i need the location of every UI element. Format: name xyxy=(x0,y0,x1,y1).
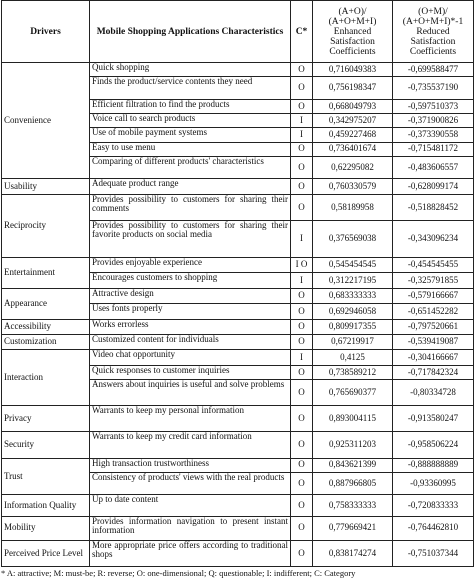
driver-cell: Customization xyxy=(2,335,90,350)
category-cell: O xyxy=(291,77,313,100)
enhanced-coefficient-cell: 0,62295082 xyxy=(313,156,393,179)
characteristic-cell: Attractive design xyxy=(90,288,291,303)
footnote: * A: attractive; M: must-be; R: reverse; O: one-dimensional; Q: questionable; I: indifferent; C: Category xyxy=(1,568,356,578)
category-cell: I xyxy=(291,220,313,257)
reduced-coefficient-cell: -0,764462810 xyxy=(393,516,474,540)
characteristic-cell: Voice call to search products xyxy=(90,114,291,128)
table-row xyxy=(2,288,474,303)
enhanced-coefficient-cell: 0,67219917 xyxy=(313,335,393,350)
driver-cell: Privacy xyxy=(2,406,90,432)
enhanced-coefficient-cell: 0,58189958 xyxy=(313,194,393,220)
table-row xyxy=(2,432,474,458)
enhanced-coefficient-cell: 0,838174274 xyxy=(313,540,393,566)
driver-cell: Reciprocity xyxy=(2,194,90,257)
reduced-coefficient-cell: -0,797520661 xyxy=(393,319,474,334)
reduced-coefficient-cell: -0,628099174 xyxy=(393,179,474,194)
header-drivers: Drivers xyxy=(2,1,90,63)
characteristic-cell: Customized content for individuals xyxy=(90,335,291,350)
driver-cell: Perceived Price Level xyxy=(2,540,90,566)
characteristic-cell: Easy to use menu xyxy=(90,142,291,156)
enhanced-coefficient-cell: 0,683333333 xyxy=(313,288,393,303)
category-cell: O xyxy=(291,179,313,194)
reduced-coefficient-cell: -0,735537190 xyxy=(393,77,474,100)
table-row xyxy=(2,63,474,77)
category-cell: O xyxy=(291,516,313,540)
table-row xyxy=(2,350,474,365)
driver-cell: Appearance xyxy=(2,288,90,319)
header-row xyxy=(2,1,474,63)
characteristic-cell: Up to date content xyxy=(90,495,291,516)
table-row xyxy=(2,516,474,540)
enhanced-coefficient-cell: 0,4125 xyxy=(313,350,393,365)
enhanced-coefficient-cell: 0,843621399 xyxy=(313,458,393,472)
reduced-coefficient-cell: -0,343096234 xyxy=(393,220,474,257)
reduced-coefficient-cell: -0,751037344 xyxy=(393,540,474,566)
reduced-coefficient-cell: -0,371900826 xyxy=(393,114,474,128)
category-cell: O xyxy=(291,406,313,432)
category-cell: O xyxy=(291,63,313,77)
driver-cell: Security xyxy=(2,432,90,458)
table-body xyxy=(2,63,474,567)
category-cell: O xyxy=(291,495,313,516)
category-cell: O xyxy=(291,156,313,179)
enhanced-coefficient-cell: 0,692946058 xyxy=(313,304,393,319)
table-row xyxy=(2,179,474,194)
category-cell: O xyxy=(291,540,313,566)
driver-cell: Mobility xyxy=(2,516,90,540)
table-row xyxy=(2,540,474,566)
category-cell: O xyxy=(291,458,313,472)
category-cell: O xyxy=(291,472,313,495)
category-cell: I xyxy=(291,114,313,128)
reduced-coefficient-cell: -0,597510373 xyxy=(393,99,474,113)
table-row xyxy=(2,495,474,516)
reduced-coefficient-cell: -0,913580247 xyxy=(393,406,474,432)
reduced-coefficient-cell: -0,699588477 xyxy=(393,63,474,77)
enhanced-coefficient-cell: 0,760330579 xyxy=(313,179,393,194)
enhanced-coefficient-cell: 0,459227468 xyxy=(313,128,393,142)
characteristic-cell: Quick responses to customer inquiries xyxy=(90,365,291,379)
characteristic-cell: High transaction trustworthiness xyxy=(90,458,291,472)
category-cell: O xyxy=(291,304,313,319)
characteristic-cell: Consistency of products' views with the real products xyxy=(90,472,291,495)
category-cell: O xyxy=(291,335,313,350)
enhanced-coefficient-cell: 0,893004115 xyxy=(313,406,393,432)
reduced-coefficient-cell: -0,720833333 xyxy=(393,495,474,516)
characteristic-cell: Finds the product/service contents they need xyxy=(90,77,291,100)
table-row xyxy=(2,406,474,432)
enhanced-coefficient-cell: 0,716049383 xyxy=(313,63,393,77)
characteristic-cell: Provides possibility to customers for sharing their favorite products on social media xyxy=(90,220,291,257)
enhanced-coefficient-cell: 0,668049793 xyxy=(313,99,393,113)
characteristic-cell: Works errorless xyxy=(90,319,291,334)
characteristic-cell: Provides information navigation to present instant information xyxy=(90,516,291,540)
enhanced-coefficient-cell: 0,738589212 xyxy=(313,365,393,379)
characteristic-cell: Provides enjoyable experience xyxy=(90,257,291,272)
characteristic-cell: Video chat opportunity xyxy=(90,350,291,365)
characteristic-cell: More appropriate price offers according to traditional shops xyxy=(90,540,291,566)
reduced-coefficient-cell: -0,717842324 xyxy=(393,365,474,379)
category-cell: I xyxy=(291,273,313,288)
characteristic-cell: Use of mobile payment systems xyxy=(90,128,291,142)
reduced-coefficient-cell: -0,958506224 xyxy=(393,432,474,458)
reduced-coefficient-cell: -0,888888889 xyxy=(393,458,474,472)
driver-cell: Accessibility xyxy=(2,319,90,334)
enhanced-coefficient-cell: 0,758333333 xyxy=(313,495,393,516)
reduced-coefficient-cell: -0,373390558 xyxy=(393,128,474,142)
reduced-coefficient-cell: -0,304166667 xyxy=(393,350,474,365)
category-cell: O xyxy=(291,319,313,334)
table-row xyxy=(2,319,474,334)
satisfaction-coefficients-table xyxy=(1,0,474,567)
driver-cell: Trust xyxy=(2,458,90,495)
reduced-coefficient-cell: -0,651452282 xyxy=(393,304,474,319)
header-category: C* xyxy=(291,1,313,63)
characteristic-cell: Quick shopping xyxy=(90,63,291,77)
reduced-coefficient-cell: -0,93360995 xyxy=(393,472,474,495)
driver-cell: Entertainment xyxy=(2,257,90,288)
category-cell: O xyxy=(291,99,313,113)
category-cell: O xyxy=(291,380,313,406)
reduced-coefficient-cell: -0,715481172 xyxy=(393,142,474,156)
driver-cell: Convenience xyxy=(2,63,90,179)
reduced-coefficient-cell: -0,325791855 xyxy=(393,273,474,288)
reduced-coefficient-cell: -0,539419087 xyxy=(393,335,474,350)
category-cell: O xyxy=(291,432,313,458)
enhanced-coefficient-cell: 0,779669421 xyxy=(313,516,393,540)
table-row xyxy=(2,194,474,220)
reduced-coefficient-cell: -0,454545455 xyxy=(393,257,474,272)
enhanced-coefficient-cell: 0,765690377 xyxy=(313,380,393,406)
category-cell: O xyxy=(291,365,313,379)
enhanced-coefficient-cell: 0,736401674 xyxy=(313,142,393,156)
driver-cell: Interaction xyxy=(2,350,90,406)
characteristic-cell: Adequate product range xyxy=(90,179,291,194)
reduced-coefficient-cell: -0,518828452 xyxy=(393,194,474,220)
table-row xyxy=(2,335,474,350)
category-cell: O xyxy=(291,194,313,220)
characteristic-cell: Comparing of different products' characteristics xyxy=(90,156,291,179)
enhanced-coefficient-cell: 0,809917355 xyxy=(313,319,393,334)
enhanced-coefficient-cell: 0,925311203 xyxy=(313,432,393,458)
enhanced-coefficient-cell: 0,312217195 xyxy=(313,273,393,288)
driver-cell: Usability xyxy=(2,179,90,194)
enhanced-coefficient-cell: 0,887966805 xyxy=(313,472,393,495)
enhanced-coefficient-cell: 0,545454545 xyxy=(313,257,393,272)
characteristic-cell: Uses fonts properly xyxy=(90,304,291,319)
table-row xyxy=(2,458,474,472)
characteristic-cell: Encourages customers to shopping xyxy=(90,273,291,288)
category-cell: I xyxy=(291,350,313,365)
characteristic-cell: Provides possibility to customers for sharing their comments xyxy=(90,194,291,220)
enhanced-coefficient-cell: 0,342975207 xyxy=(313,114,393,128)
enhanced-coefficient-cell: 0,376569038 xyxy=(313,220,393,257)
characteristic-cell: Answers about inquiries is useful and solve problems xyxy=(90,380,291,406)
characteristic-cell: Warrants to keep my credit card information xyxy=(90,432,291,458)
table-row xyxy=(2,257,474,272)
reduced-coefficient-cell: -0,80334728 xyxy=(393,380,474,406)
category-cell: I xyxy=(291,128,313,142)
category-cell: O xyxy=(291,288,313,303)
category-cell: O xyxy=(291,142,313,156)
header-enhanced: (A+O)/ (A+O+M+I) Enhanced Satisfaction Coefficients xyxy=(313,1,393,63)
driver-cell: Information Quality xyxy=(2,495,90,516)
characteristic-cell: Efficient filtration to find the products xyxy=(90,99,291,113)
reduced-coefficient-cell: -0,483606557 xyxy=(393,156,474,179)
enhanced-coefficient-cell: 0,756198347 xyxy=(313,77,393,100)
header-characteristics: Mobile Shopping Applications Characteristics xyxy=(90,1,291,63)
reduced-coefficient-cell: -0,579166667 xyxy=(393,288,474,303)
header-reduced: (O+M)/ (A+O+M+I)*-1 Reduced Satisfaction Coefficients xyxy=(393,1,474,63)
category-cell: I O xyxy=(291,257,313,272)
characteristic-cell: Warrants to keep my personal information xyxy=(90,406,291,432)
